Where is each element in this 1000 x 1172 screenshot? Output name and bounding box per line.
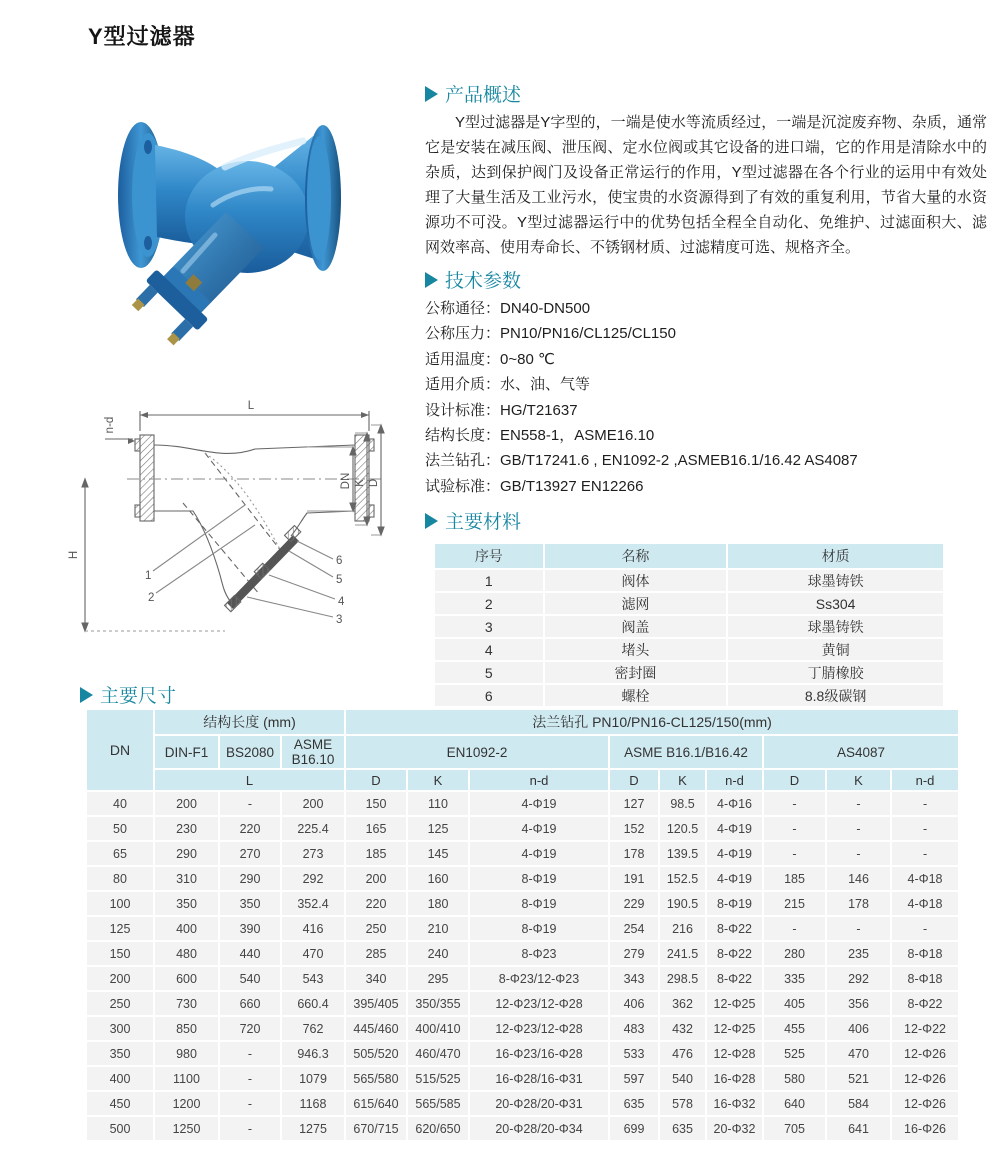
dims-cell: 762 xyxy=(281,1016,345,1041)
dims-cell: 400 xyxy=(86,1066,154,1091)
dims-header-K: K xyxy=(826,769,891,791)
dims-cell: 635 xyxy=(659,1116,706,1141)
dims-cell: 352.4 xyxy=(281,891,345,916)
dims-cell: 8-Φ19 xyxy=(469,891,609,916)
dims-cell: 241.5 xyxy=(659,941,706,966)
dims-cell: - xyxy=(763,841,826,866)
dims-cell: 1100 xyxy=(154,1066,219,1091)
section-heading-tech-params xyxy=(425,266,987,293)
dims-header-flange-drilling: 法兰钻孔 PN10/PN16-CL125/150(mm) xyxy=(345,709,959,735)
dims-row xyxy=(86,1041,959,1066)
dims-cell: 4-Φ18 xyxy=(891,866,959,891)
tech-param-item: 法兰钻孔：GB/T17241.6 , EN1092-2 ,ASMEB16.1/16.42 AS4087 xyxy=(425,452,858,470)
dims-cell: 125 xyxy=(407,816,469,841)
dims-cell: 215 xyxy=(763,891,826,916)
part-number-3: 3 xyxy=(336,614,343,626)
dims-cell: 500 xyxy=(86,1116,154,1141)
content-column xyxy=(425,80,987,708)
dims-cell: 295 xyxy=(407,966,469,991)
dims-header-nd: n-d xyxy=(891,769,959,791)
dims-cell: - xyxy=(826,816,891,841)
dims-row xyxy=(86,791,959,816)
dims-header-K: K xyxy=(659,769,706,791)
dims-cell: 200 xyxy=(86,966,154,991)
materials-cell: 4 xyxy=(434,638,544,661)
dims-cell: 597 xyxy=(609,1066,659,1091)
dims-row xyxy=(86,1091,959,1116)
dims-cell: 343 xyxy=(609,966,659,991)
dims-cell: 185 xyxy=(763,866,826,891)
dims-cell: - xyxy=(763,916,826,941)
dims-cell: 145 xyxy=(407,841,469,866)
dims-row xyxy=(86,1016,959,1041)
dims-cell: 470 xyxy=(826,1041,891,1066)
materials-row xyxy=(434,661,944,684)
dims-cell: 178 xyxy=(609,841,659,866)
dims-cell: 12-Φ23/12-Φ28 xyxy=(469,991,609,1016)
dims-cell: 16-Φ26 xyxy=(891,1116,959,1141)
dims-cell: 220 xyxy=(345,891,407,916)
dimensions-table xyxy=(85,708,960,1142)
y-strainer-section-drawing xyxy=(55,383,420,645)
dims-cell: 8-Φ22 xyxy=(706,966,763,991)
dims-cell: 98.5 xyxy=(659,791,706,816)
dims-cell: 300 xyxy=(86,1016,154,1041)
dims-cell: 273 xyxy=(281,841,345,866)
dims-cell: 12-Φ22 xyxy=(891,1016,959,1041)
dims-cell: 178 xyxy=(826,891,891,916)
dims-cell: 150 xyxy=(345,791,407,816)
triangle-bullet-icon xyxy=(425,513,438,529)
dims-cell: 220 xyxy=(219,816,281,841)
dims-cell: 8-Φ23 xyxy=(469,941,609,966)
dims-header-asme-b161: ASME B16.1/B16.42 xyxy=(609,735,763,769)
dim-label-D: D xyxy=(368,478,380,488)
materials-cell: 阀盖 xyxy=(544,615,728,638)
dims-cell: 250 xyxy=(345,916,407,941)
dims-cell: 440 xyxy=(219,941,281,966)
dims-cell: 540 xyxy=(219,966,281,991)
dims-cell: 12-Φ28 xyxy=(706,1041,763,1066)
dims-cell: - xyxy=(219,1116,281,1141)
tech-param-item: 试验标准：GB/T13927 EN12266 xyxy=(425,477,644,495)
dims-cell: 127 xyxy=(609,791,659,816)
dims-header-asme-b1610: ASME B16.10 xyxy=(281,735,345,769)
dims-cell: 40 xyxy=(86,791,154,816)
section-heading-overview xyxy=(425,80,987,107)
dims-cell: 362 xyxy=(659,991,706,1016)
dims-header-structure-length: 结构长度 (mm) xyxy=(154,709,345,735)
materials-header-row xyxy=(434,543,944,569)
dims-cell: 20-Φ28/20-Φ34 xyxy=(469,1116,609,1141)
part-number-1: 1 xyxy=(145,570,152,582)
dims-cell: 280 xyxy=(763,941,826,966)
dims-cell: 483 xyxy=(609,1016,659,1041)
materials-header-no: 序号 xyxy=(434,543,544,569)
dims-cell: 8-Φ18 xyxy=(891,966,959,991)
dims-cell: 1250 xyxy=(154,1116,219,1141)
dims-cell: 350/355 xyxy=(407,991,469,1016)
dims-header-K: K xyxy=(407,769,469,791)
dims-cell: 285 xyxy=(345,941,407,966)
dims-cell: 290 xyxy=(219,866,281,891)
dims-header-D: D xyxy=(609,769,659,791)
dims-cell: 1168 xyxy=(281,1091,345,1116)
dims-cell: 16-Φ32 xyxy=(706,1091,763,1116)
materials-cell: 6 xyxy=(434,684,544,707)
dims-cell: 8-Φ22 xyxy=(706,916,763,941)
dims-cell: 8-Φ19 xyxy=(469,866,609,891)
tech-params-list xyxy=(425,296,987,499)
dims-header-L: L xyxy=(154,769,345,791)
dims-cell: 240 xyxy=(407,941,469,966)
dims-cell: 400/410 xyxy=(407,1016,469,1041)
dims-cell: 16-Φ28 xyxy=(706,1066,763,1091)
materials-cell: 阀体 xyxy=(544,569,728,592)
dims-cell: 4-Φ19 xyxy=(706,841,763,866)
dims-cell: 292 xyxy=(826,966,891,991)
dims-cell: - xyxy=(891,916,959,941)
dims-cell: - xyxy=(891,791,959,816)
dims-cell: 350 xyxy=(154,891,219,916)
dims-row xyxy=(86,866,959,891)
dims-cell: 850 xyxy=(154,1016,219,1041)
dims-cell: 350 xyxy=(86,1041,154,1066)
materials-cell: 螺栓 xyxy=(544,684,728,707)
dims-cell: - xyxy=(891,816,959,841)
dims-cell: 100 xyxy=(86,891,154,916)
dims-cell: 400 xyxy=(154,916,219,941)
dims-cell: 230 xyxy=(154,816,219,841)
dims-cell: - xyxy=(826,841,891,866)
dims-cell: 8-Φ18 xyxy=(891,941,959,966)
dims-header-row-2 xyxy=(86,735,959,769)
dims-cell: 210 xyxy=(407,916,469,941)
dims-cell: 4-Φ19 xyxy=(469,841,609,866)
dims-cell: 660.4 xyxy=(281,991,345,1016)
part-number-4: 4 xyxy=(338,596,345,608)
dims-cell: 180 xyxy=(407,891,469,916)
dims-cell: 445/460 xyxy=(345,1016,407,1041)
dims-cell: 946.3 xyxy=(281,1041,345,1066)
dims-row xyxy=(86,891,959,916)
dims-cell: 395/405 xyxy=(345,991,407,1016)
dims-cell: 152.5 xyxy=(659,866,706,891)
dims-header-en1092: EN1092-2 xyxy=(345,735,609,769)
dims-cell: 8-Φ22 xyxy=(706,941,763,966)
dims-cell: 216 xyxy=(659,916,706,941)
dimension-drawing xyxy=(55,383,420,645)
dims-cell: 405 xyxy=(763,991,826,1016)
dims-cell: 432 xyxy=(659,1016,706,1041)
dims-cell: 480 xyxy=(154,941,219,966)
dims-cell: 4-Φ19 xyxy=(469,791,609,816)
dims-header-bs2080: BS2080 xyxy=(219,735,281,769)
dims-cell: 139.5 xyxy=(659,841,706,866)
page-title: Y型过滤器 xyxy=(88,24,196,49)
section-heading-dimensions xyxy=(80,681,176,708)
dims-cell: 16-Φ28/16-Φ31 xyxy=(469,1066,609,1091)
dims-cell: 525 xyxy=(763,1041,826,1066)
materials-cell: Ss304 xyxy=(727,592,944,615)
dims-cell: 310 xyxy=(154,866,219,891)
dims-cell: 470 xyxy=(281,941,345,966)
tech-params-title: 技术参数 xyxy=(445,271,522,292)
dims-cell: 515/525 xyxy=(407,1066,469,1091)
y-strainer-photo-illustration xyxy=(95,95,405,370)
materials-title: 主要材料 xyxy=(445,512,522,534)
dims-table-body xyxy=(86,791,959,1141)
dims-cell: 600 xyxy=(154,966,219,991)
materials-row xyxy=(434,615,944,638)
dims-cell: 229 xyxy=(609,891,659,916)
dims-cell: - xyxy=(826,916,891,941)
triangle-bullet-icon xyxy=(425,86,438,102)
dims-cell: 543 xyxy=(281,966,345,991)
dims-cell: 225.4 xyxy=(281,816,345,841)
dims-cell: 200 xyxy=(154,791,219,816)
dim-label-DN: DN xyxy=(340,472,352,490)
dims-cell: 191 xyxy=(609,866,659,891)
tech-param-item: 设计标准：HG/T21637 xyxy=(425,401,578,419)
dims-cell: - xyxy=(763,791,826,816)
dims-cell: 615/640 xyxy=(345,1091,407,1116)
dims-cell: 4-Φ18 xyxy=(891,891,959,916)
materials-header-material: 材质 xyxy=(727,543,944,569)
dims-cell: 292 xyxy=(281,866,345,891)
dims-cell: 8-Φ23/12-Φ23 xyxy=(469,966,609,991)
materials-cell: 球墨铸铁 xyxy=(727,615,944,638)
dims-cell: 120.5 xyxy=(659,816,706,841)
dims-cell: 705 xyxy=(763,1116,826,1141)
dims-cell: - xyxy=(763,816,826,841)
dims-cell: 20-Φ28/20-Φ31 xyxy=(469,1091,609,1116)
left-flange-section xyxy=(140,435,154,521)
dims-cell: 50 xyxy=(86,816,154,841)
dims-cell: 254 xyxy=(609,916,659,941)
dims-cell: 455 xyxy=(763,1016,826,1041)
dims-cell: 521 xyxy=(826,1066,891,1091)
dims-cell: 270 xyxy=(219,841,281,866)
dims-header-nd: n-d xyxy=(706,769,763,791)
dim-label-K: K xyxy=(354,479,366,487)
dims-cell: 4-Φ19 xyxy=(469,816,609,841)
materials-cell: 8.8级碳钢 xyxy=(727,684,944,707)
dims-cell: 279 xyxy=(609,941,659,966)
dims-cell: 390 xyxy=(219,916,281,941)
product-photo xyxy=(95,95,405,370)
dims-cell: 8-Φ22 xyxy=(891,991,959,1016)
dims-cell: - xyxy=(219,1066,281,1091)
dim-label-H: H xyxy=(68,550,80,560)
dims-cell: 298.5 xyxy=(659,966,706,991)
dims-cell: 12-Φ26 xyxy=(891,1091,959,1116)
dims-cell: 640 xyxy=(763,1091,826,1116)
tech-param-item: 结构长度：EN558-1，ASME16.10 xyxy=(425,427,655,445)
dims-cell: 584 xyxy=(826,1091,891,1116)
dims-header-dn: DN xyxy=(86,709,154,791)
dims-cell: 152 xyxy=(609,816,659,841)
dims-cell: 505/520 xyxy=(345,1041,407,1066)
tech-param-item: 适用温度：0~80 ℃ xyxy=(425,350,555,368)
dims-row xyxy=(86,816,959,841)
dims-row xyxy=(86,1116,959,1141)
dims-cell: 110 xyxy=(407,791,469,816)
dims-cell: 1079 xyxy=(281,1066,345,1091)
dims-cell: - xyxy=(826,791,891,816)
dims-cell: 476 xyxy=(659,1041,706,1066)
materials-table-body xyxy=(434,569,944,707)
dims-cell: 980 xyxy=(154,1041,219,1066)
part-number-6: 6 xyxy=(336,555,343,567)
dim-label-nd: n-d xyxy=(104,416,116,434)
materials-table xyxy=(433,542,945,708)
triangle-bullet-icon xyxy=(425,272,438,288)
dims-cell: 406 xyxy=(826,1016,891,1041)
materials-row xyxy=(434,592,944,615)
dims-cell: 8-Φ19 xyxy=(469,916,609,941)
dims-cell: 190.5 xyxy=(659,891,706,916)
materials-row xyxy=(434,638,944,661)
dims-cell: 290 xyxy=(154,841,219,866)
materials-cell: 球墨铸铁 xyxy=(727,569,944,592)
dims-cell: 235 xyxy=(826,941,891,966)
dims-row xyxy=(86,841,959,866)
dims-cell: 730 xyxy=(154,991,219,1016)
dims-cell: 406 xyxy=(609,991,659,1016)
overview-paragraph: Y型过滤器是Y字型的，一端是使水等流质经过，一端是沉淀废弃物、杂质，通常它是安装在减压阀、泄压阀、定水位阀或其它设备的进口端，它的作用是清除水中的杂质，达到保护阀门及设备正常运行的作用，Y型过滤器在各个行业的运用中有效处理了大量生活及工业污水，使宝贵的水资源得到了有效的重复利用，节省大量的水资源功不可没。Y型过滤器运行中的优势包括全程全自动化、免维护、过滤面积大、滤网效率高、使用寿命长、不锈钢材质、过滤精度可选、规格齐全。 xyxy=(425,114,987,256)
materials-cell: 1 xyxy=(434,569,544,592)
dims-cell: 450 xyxy=(86,1091,154,1116)
materials-header-name: 名称 xyxy=(544,543,728,569)
part-number-5: 5 xyxy=(336,574,343,586)
tech-param-item: 公称通径：DN40-DN500 xyxy=(425,300,591,317)
materials-cell: 丁腈橡胶 xyxy=(727,661,944,684)
dims-cell: 12-Φ26 xyxy=(891,1041,959,1066)
dims-cell: 20-Φ32 xyxy=(706,1116,763,1141)
dims-cell: 150 xyxy=(86,941,154,966)
dims-cell: 460/470 xyxy=(407,1041,469,1066)
tech-param-item: 适用介质：水、油、气等 xyxy=(425,376,591,394)
dims-cell: 416 xyxy=(281,916,345,941)
dims-cell: 1275 xyxy=(281,1116,345,1141)
materials-row xyxy=(434,569,944,592)
materials-cell: 5 xyxy=(434,661,544,684)
dims-header-row-3 xyxy=(86,769,959,791)
dim-label-L: L xyxy=(247,400,255,412)
dims-cell: 65 xyxy=(86,841,154,866)
part-number-2: 2 xyxy=(148,592,155,604)
dims-cell: 578 xyxy=(659,1091,706,1116)
dims-cell: - xyxy=(219,1091,281,1116)
tech-param-item: 公称压力：PN10/PN16/CL125/CL150 xyxy=(425,325,676,343)
dims-cell: - xyxy=(219,1041,281,1066)
dims-cell: 8-Φ19 xyxy=(706,891,763,916)
dims-cell: 165 xyxy=(345,816,407,841)
dims-cell: 699 xyxy=(609,1116,659,1141)
overview-title: 产品概述 xyxy=(445,85,522,106)
dims-cell: 540 xyxy=(659,1066,706,1091)
materials-cell: 密封圈 xyxy=(544,661,728,684)
dims-cell: 660 xyxy=(219,991,281,1016)
materials-cell: 堵头 xyxy=(544,638,728,661)
dims-cell: 1200 xyxy=(154,1091,219,1116)
dims-cell: 4-Φ19 xyxy=(706,816,763,841)
dims-cell: 580 xyxy=(763,1066,826,1091)
dims-cell: 200 xyxy=(281,791,345,816)
dims-cell: 720 xyxy=(219,1016,281,1041)
dims-cell: 335 xyxy=(763,966,826,991)
dims-cell: 80 xyxy=(86,866,154,891)
dims-cell: 4-Φ19 xyxy=(706,866,763,891)
dims-header-din-f1: DIN-F1 xyxy=(154,735,219,769)
dims-row xyxy=(86,916,959,941)
section-heading-materials xyxy=(425,507,987,534)
dims-cell: 12-Φ26 xyxy=(891,1066,959,1091)
dims-cell: - xyxy=(891,841,959,866)
dims-cell: 635 xyxy=(609,1091,659,1116)
dims-cell: 4-Φ16 xyxy=(706,791,763,816)
dims-header-D: D xyxy=(763,769,826,791)
materials-cell: 3 xyxy=(434,615,544,638)
dimensions-title: 主要尺寸 xyxy=(100,686,177,707)
dims-header-as4087: AS4087 xyxy=(763,735,959,769)
dims-cell: 12-Φ25 xyxy=(706,1016,763,1041)
dims-cell: 641 xyxy=(826,1116,891,1141)
dims-row xyxy=(86,1066,959,1091)
dims-cell: 340 xyxy=(345,966,407,991)
dims-header-row-1 xyxy=(86,709,959,735)
materials-cell: 2 xyxy=(434,592,544,615)
dims-row xyxy=(86,966,959,991)
dims-cell: - xyxy=(219,791,281,816)
dims-header-D: D xyxy=(345,769,407,791)
dims-cell: 250 xyxy=(86,991,154,1016)
dims-cell: 565/585 xyxy=(407,1091,469,1116)
dims-cell: 146 xyxy=(826,866,891,891)
materials-cell: 滤网 xyxy=(544,592,728,615)
dims-cell: 200 xyxy=(345,866,407,891)
materials-row xyxy=(434,684,944,707)
dims-header-nd: n-d xyxy=(469,769,609,791)
dims-row xyxy=(86,941,959,966)
dims-row xyxy=(86,991,959,1016)
dims-cell: 350 xyxy=(219,891,281,916)
dims-cell: 533 xyxy=(609,1041,659,1066)
dims-cell: 185 xyxy=(345,841,407,866)
dims-cell: 565/580 xyxy=(345,1066,407,1091)
dims-cell: 160 xyxy=(407,866,469,891)
triangle-bullet-icon xyxy=(80,687,93,703)
dims-cell: 620/650 xyxy=(407,1116,469,1141)
dims-cell: 670/715 xyxy=(345,1116,407,1141)
dims-cell: 16-Φ23/16-Φ28 xyxy=(469,1041,609,1066)
dims-cell: 12-Φ25 xyxy=(706,991,763,1016)
dims-cell: 12-Φ23/12-Φ28 xyxy=(469,1016,609,1041)
dims-cell: 125 xyxy=(86,916,154,941)
materials-cell: 黄铜 xyxy=(727,638,944,661)
dims-cell: 356 xyxy=(826,991,891,1016)
